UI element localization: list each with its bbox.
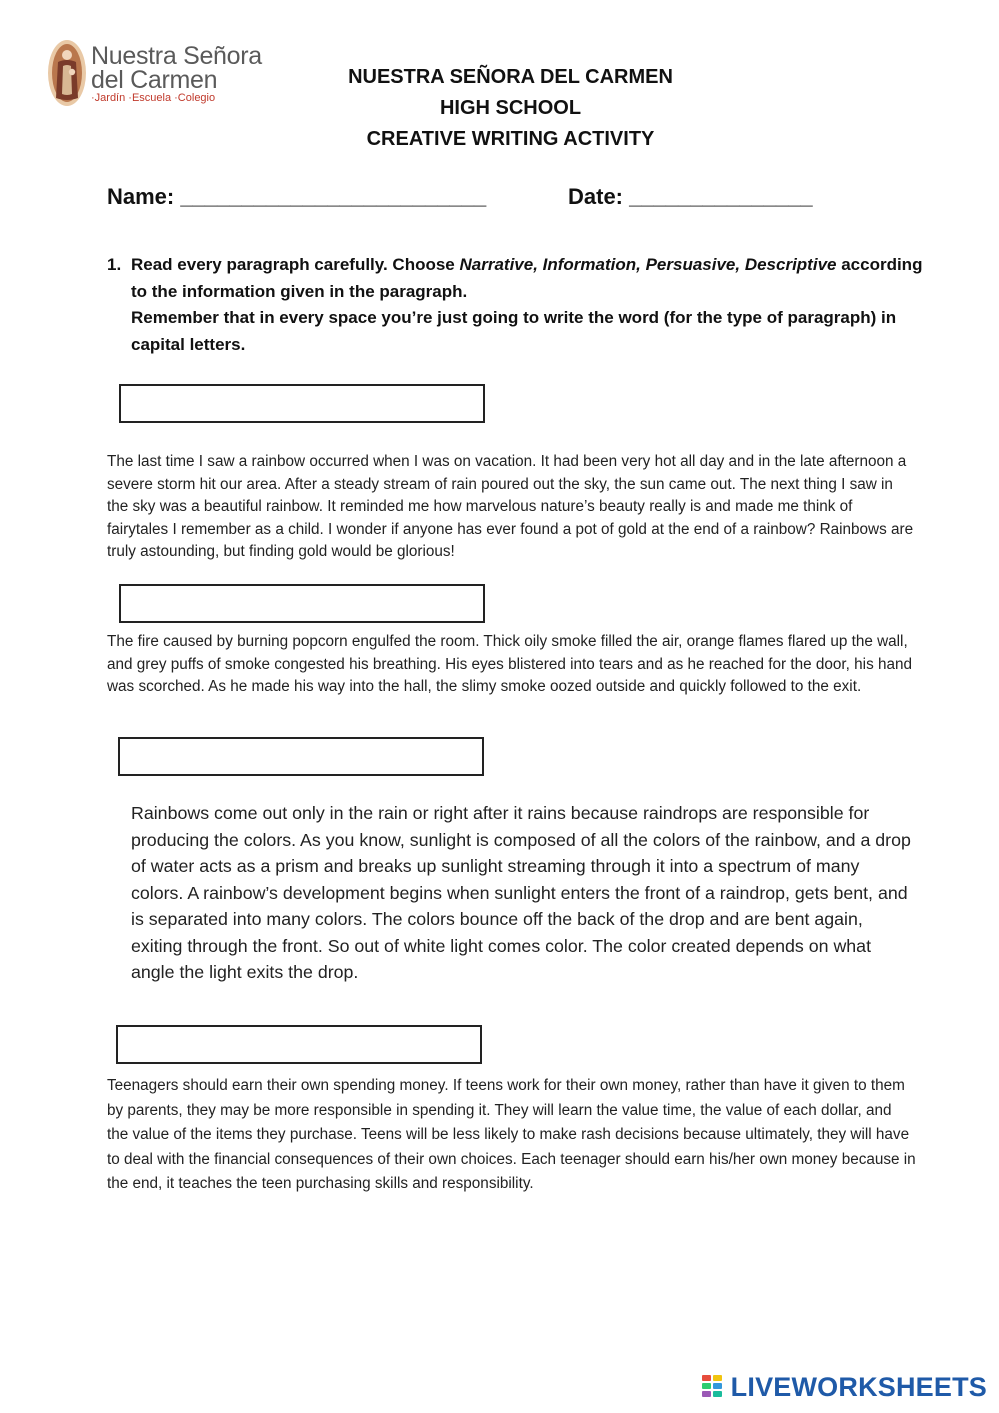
liveworksheets-brand	[702, 1372, 987, 1404]
liveworksheets-logo-icon	[702, 1375, 724, 1401]
paragraph-3: Rainbows come out only in the rain or right after it rains because raindrops are responsible for producing the colors. As you know, sunlight is composed of all the colors of the rainbow, and a drop of water acts as a prism and breaks up sunlight streaming through it into a spectrum of many colors. A rainbow’s development begins when sunlight enters the front of a raindrop, gets bent, and is separated into many colors. The colors bounce off the back of the drop and are bent again, exiting through the front. So out of white light comes color. The color created depends on what angle the light exits the drop.	[131, 803, 911, 982]
logo-name-line1: Nuestra Señora	[91, 42, 262, 70]
instruction-text-3: Remember that in every space you’re just going to write the word (for the type of paragraph) in capital letters.	[131, 308, 897, 354]
instruction-number: 1.	[107, 255, 122, 274]
paragraph-4: Teenagers should earn their own spending money. If teens work for their own money, rather than have it given to them by parents, they may be more responsible in spending it. They will learn the value time, the value of each dollar, and the value of the items they purchase. Teens will be less likely to make rash decisions because ultimately, they will have to deal with the financial consequences of their own choices. Each teenager should earn his/her own money because in the end, it teaches the teen purchasing skills and responsibility.	[107, 1077, 916, 1192]
answer-box-4[interactable]	[116, 1025, 482, 1064]
answer-box-2[interactable]	[119, 584, 485, 623]
name-blank[interactable]: _________________________	[180, 184, 487, 209]
title-line-school: NUESTRA SEÑORA DEL CARMEN	[348, 66, 673, 88]
logo-name-line2: del Carmen	[91, 66, 218, 94]
title-line-activity: CREATIVE WRITING ACTIVITY	[366, 128, 655, 150]
paragraph-1: The last time I saw a rainbow occurred when I was on vacation. It had been very hot all day and in the late afternoon a severe storm hit our area. After a steady stream of rain poured out the sky, the sun came out. The next thing I saw in the sky was a beautiful rainbow. It reminded me how marvelous nature’s beauty really is and made me think of fairytales I remember as a child. I wonder if anyone has ever found a pot of gold at the end of a rainbow? Rainbows are truly astounding, but finding gold would be glorious!	[107, 453, 914, 561]
date-field[interactable]	[568, 184, 813, 210]
date-label: Date:	[568, 184, 624, 209]
paragraph-2: The fire caused by burning popcorn engulfed the room. Thick oily smoke filled the air, orange flames flared up the wall, and grey puffs of smoke congested his breathing. His eyes blistered into tears and as he reached for the door, his hand was scorched. As he made his way into the hall, the slimy smoke oozed outside and quickly followed to the exit.	[107, 633, 912, 696]
instructions	[107, 252, 927, 358]
name-field[interactable]	[107, 184, 486, 210]
date-blank[interactable]: _______________	[629, 184, 813, 209]
instruction-choices: Narrative, Information, Persuasive, Descriptive	[459, 255, 837, 274]
instruction-text-2: according to the information given in the paragraph.	[131, 255, 923, 301]
name-label: Name:	[107, 184, 175, 209]
answer-box-1[interactable]	[119, 384, 485, 423]
logo-tagline: ·Jardín ·Escuela ·Colegio	[91, 92, 216, 104]
instruction-text-1: Read every paragraph carefully. Choose	[131, 255, 460, 274]
liveworksheets-wordmark: LIVEWORKSHEETS	[730, 1372, 987, 1402]
page-title	[0, 62, 999, 155]
answer-box-3[interactable]	[118, 737, 484, 776]
title-line-level: HIGH SCHOOL	[439, 97, 582, 119]
